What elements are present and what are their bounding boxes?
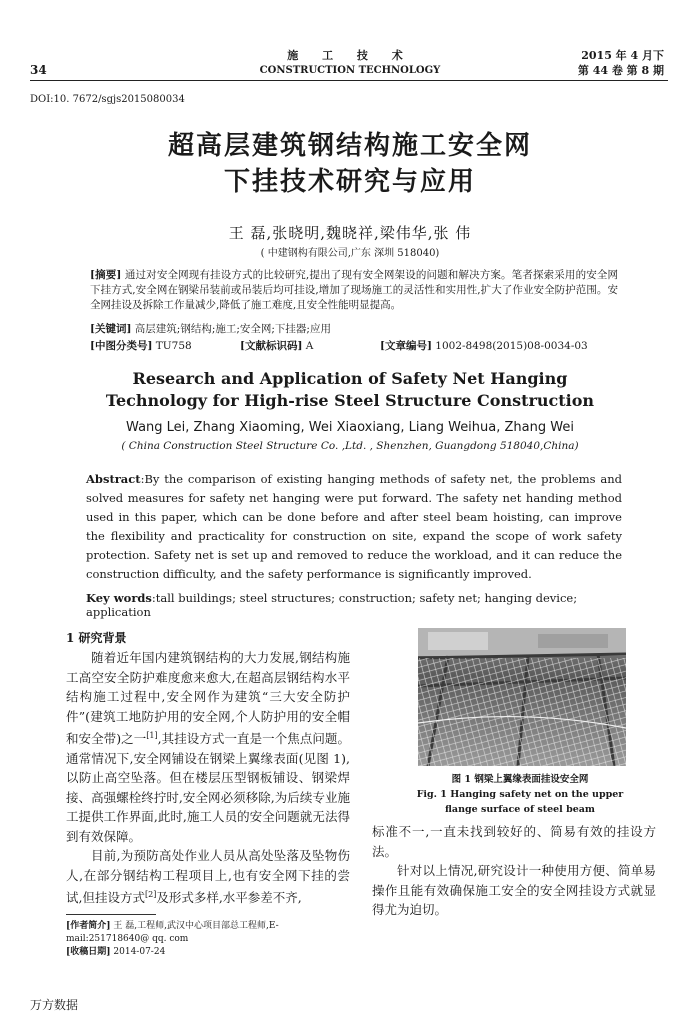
affiliation-cn: ( 中建钢构有限公司,广东 深圳 518040) xyxy=(260,248,440,259)
title-cn-line2: 下挂技术研究与应用 xyxy=(223,167,476,197)
paragraph-continuation: 标准不一,一直未找到较好的、简易有效的挂设方法。 xyxy=(372,824,656,859)
affiliation-en: ( China Construction Steel Structure Co. ,Ltd. , Shenzhen, Guangdong 518040,China) xyxy=(121,440,579,452)
abstract-en xyxy=(86,470,622,584)
authors-cn: 王 磊,张晓明,魏晓祥,梁伟华,张 伟 xyxy=(228,224,472,242)
doi: DOI:10. 7672/sgjs2015080034 xyxy=(30,94,185,105)
document-code: [文献标识码] A xyxy=(240,340,314,352)
abstract-cn-label: [摘要] xyxy=(90,269,122,281)
footnote xyxy=(66,920,350,959)
watermark: 万方数据 xyxy=(30,998,79,1012)
keywords-en-text: :tall buildings; steel structures; construction; safety net; hanging device; application xyxy=(86,591,578,619)
body-right-column xyxy=(372,822,656,920)
received-date: [收稿日期] 2014-07-24 xyxy=(66,947,166,957)
title-en xyxy=(60,368,640,412)
figure-photo xyxy=(418,628,626,766)
article-number: [文章编号] 1002-8498(2015)08-0034-03 xyxy=(380,340,588,352)
keywords-en xyxy=(86,591,622,619)
figure-caption-cn: 图 1 钢梁上翼缘表面挂设安全网 xyxy=(451,774,589,785)
issue-info xyxy=(578,48,664,78)
title-cn-line1: 超高层建筑钢结构施工安全网 xyxy=(167,131,532,161)
keywords-cn-text: 高层建筑;钢结构;施工;安全网;下挂器;应用 xyxy=(134,323,331,335)
header-rule xyxy=(30,80,668,81)
citation: [2] xyxy=(144,890,157,900)
journal-name-cn: 施 工 技 术 xyxy=(287,49,413,62)
authors-en: Wang Lei, Zhang Xiaoming, Wei Xiaoxiang, Liang Weihua, Zhang Wei xyxy=(126,420,574,435)
author-bio: [作者简介] 王 磊,工程师,武汉中心项目部总工程师,E-mail:251718640@ qq. com xyxy=(66,921,279,944)
section-heading: 1 研究背景 xyxy=(66,631,127,645)
figure-caption-en-1: Fig. 1 Hanging safety net on the upper xyxy=(416,789,624,800)
keywords-cn-label: [关键词] xyxy=(90,323,132,335)
journal-header xyxy=(250,48,450,78)
title-en-line2: Technology for High-rise Steel Structure Construction xyxy=(105,391,595,410)
paragraph: 针对以上情况,研究设计一种使用方便、简单易操作且能有效确保施工安全的安全网挂设方式就显得尤为迫切。 xyxy=(372,863,656,917)
paragraph: 目前,为预防高处作业人员从高处坠落及坠物伤人,在部分钢结构工程项目上,也有安全网下挂的尝试,但挂设方式[2]及形式多样,水平参差不齐, xyxy=(66,848,350,906)
body-left-column xyxy=(66,648,350,908)
abstract-cn-text: 通过对安全网现有挂设方式的比较研究,提出了现有安全网架设的问题和解决方案。笔者探索采用的安全网下挂方式,安全网在钢梁吊装前或吊装后均可挂设,增加了现场施工的灵活性和实用性,扩大了作业安全防护范围。安全网挂设及拆除工作量减少,降低了施工难度,且安全性能明显提高。 xyxy=(90,269,619,311)
title-en-line1: Research and Application of Safety Net Hanging xyxy=(132,369,568,388)
citation: [1] xyxy=(146,731,158,740)
title-cn xyxy=(60,128,640,200)
figure-caption xyxy=(372,772,668,817)
abstract-en-text: :By the comparison of existing hanging methods of safety net, the problems and solved measures for safety net hanging were put forward. The safety net handing method used in this paper, which can be done before and after steel beam hoisting, can improve the flexibility and practicality for construction on site, expand the scope of work safety protection. Safety net is set up and removed to reduce the workload, and it can reduce the construction difficulty, and the safety performance is significantly improved. xyxy=(86,472,622,581)
keywords-en-label: Key words xyxy=(86,591,152,605)
footnote-rule xyxy=(66,914,156,915)
abstract-en-label: Abstract xyxy=(86,472,141,486)
volume-issue: 第 44 卷 第 8 期 xyxy=(577,64,664,77)
paragraph: 随着近年国内建筑钢结构的大力发展,钢结构施工高空安全防护难度愈来愈大,在超高层钢结构水平结构施工过程中,安全网作为建筑“三大安全防护件”(建筑工地防护用的安全网,个人防护用的安全帽和安全带)之一[1],其挂设方式一直是一个焦点问题。通常情况下,安全网铺设在钢梁上翼缘表面(见图 1),以防止高空坠落。但在楼层压型钢板铺设、钢梁焊接、高强螺栓终拧时,安全网必须移除,为后续专业施工提供工作界面,此时,施工人员的安全问题就无法得到有效保障。 xyxy=(66,650,350,844)
issue-date: 2015 年 4 月下 xyxy=(581,49,664,62)
figure-caption-en-2: flange surface of steel beam xyxy=(445,804,595,815)
clc-code: [中图分类号] TU758 xyxy=(90,340,192,352)
abstract-cn xyxy=(90,268,618,313)
journal-name-en: CONSTRUCTION TECHNOLOGY xyxy=(259,65,441,76)
page-number: 34 xyxy=(30,63,47,77)
safety-net-photo xyxy=(418,628,626,766)
keywords-cn xyxy=(90,321,618,336)
